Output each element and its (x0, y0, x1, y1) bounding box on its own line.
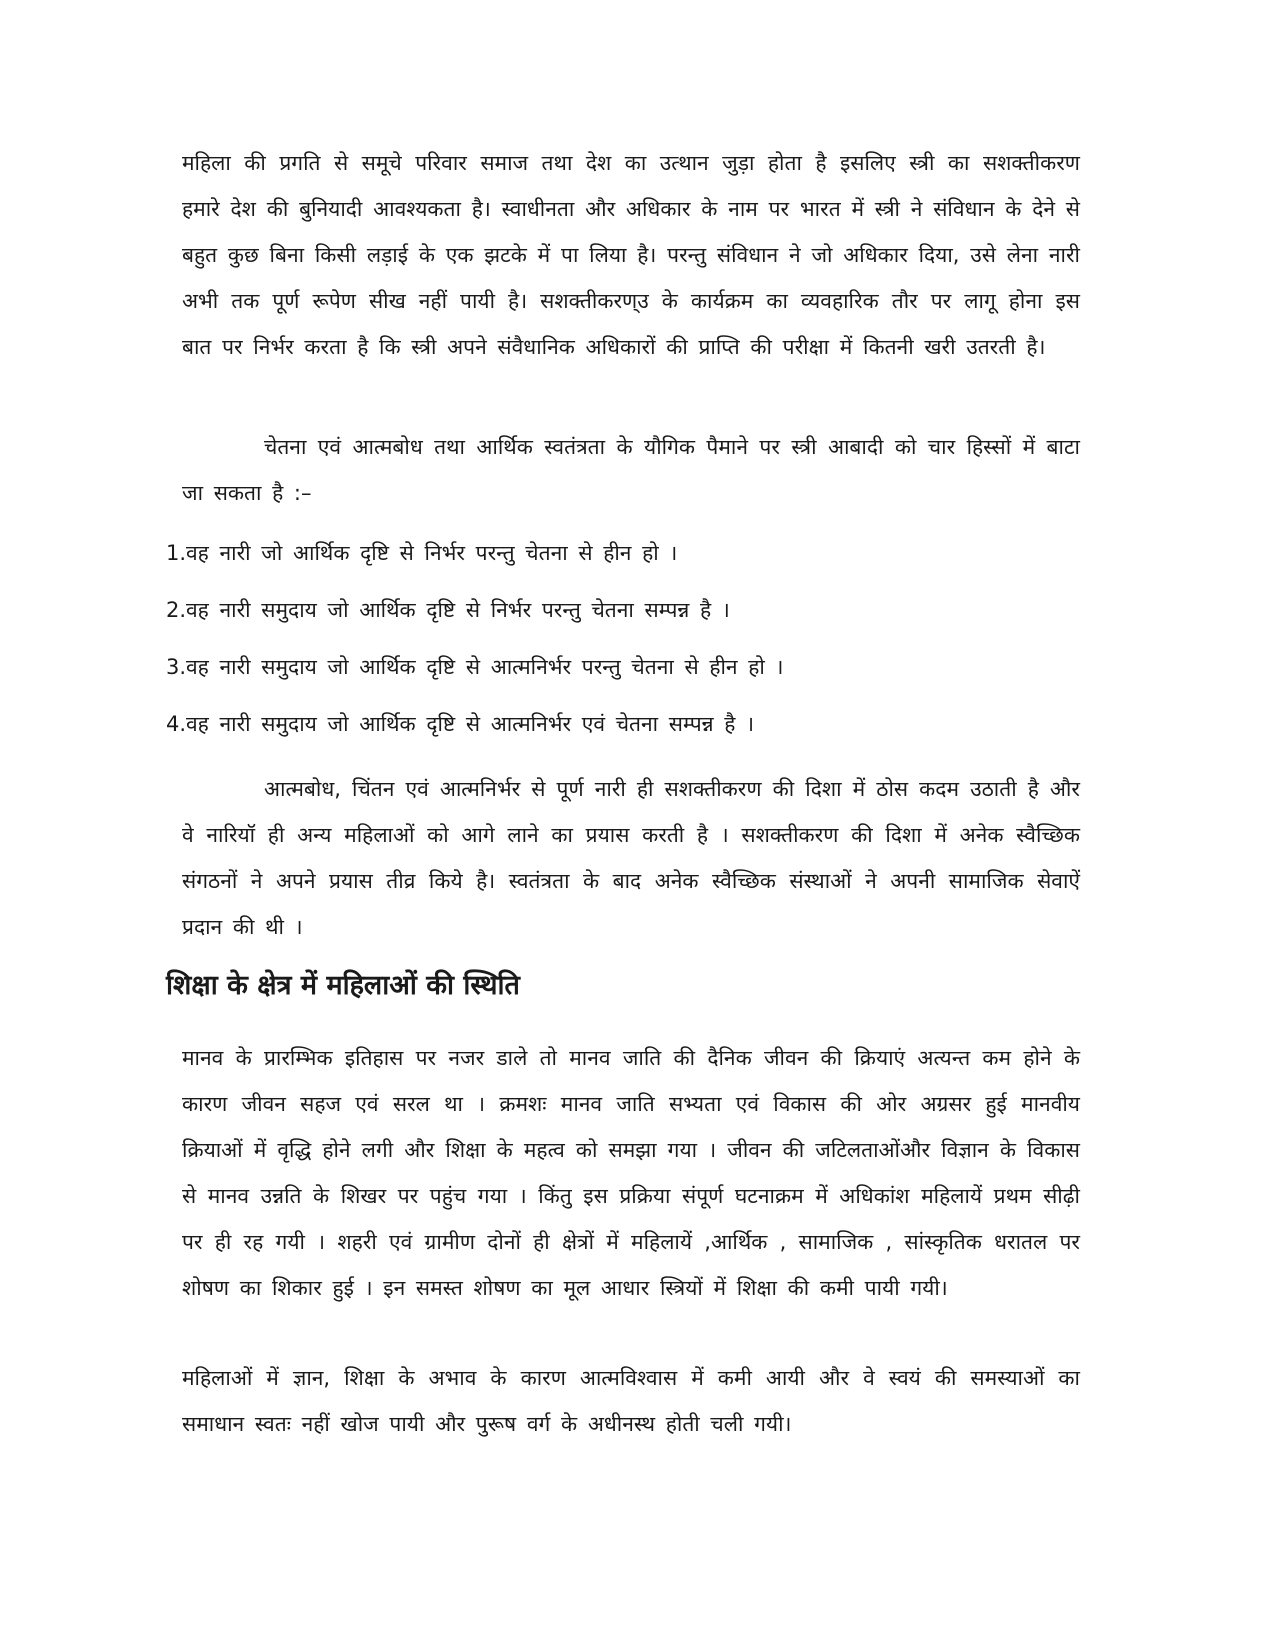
list-item-number: 4. (166, 712, 187, 736)
list-item-text: वह नारी समुदाय जो आर्थिक दृष्टि से आत्मनिर्भर एवं चेतना सम्पन्न है । (186, 712, 755, 736)
section-heading: शिक्षा के क्षेत्र में महिलाओं की स्थिति (166, 970, 520, 1001)
list-item (166, 701, 1066, 758)
list-item-number: 3. (166, 655, 187, 679)
paragraph-women-progress: महिला की प्रगति से समूचे परिवार समाज तथा देश का उत्थान जुड़ा होता है इसलिए स्त्री का सशक्तीकरण हमारे देश की बुनियादी आवश्यकता है। स्वाधीनता और अधिकार के नाम पर भारत में स्त्री ने संविधान के देने से बहुत कुछ बिना किसी लड़ाई के एक झटके में पा लिया है। परन्तु संविधान ने जो अधिकार दिया, उसे लेना नारी अभी तक पूर्ण रूपेण सीख नहीं पायी है। सशक्तीकरण्उ के कार्यक्रम का व्यवहारिक तौर पर लागू होना इस बात पर निर्भर करता है कि स्त्री अपने संवैधानिक अधिकारों की प्राप्ति की परीक्षा में कितनी खरी उतरती है। (182, 151, 1080, 359)
list-item (166, 530, 1066, 587)
list-item (166, 644, 1066, 701)
paragraph-classification-intro: चेतना एवं आत्मबोध तथा आर्थिक स्वतंत्रता के यौगिक पैमाने पर स्त्री आबादी को चार हिस्सों में बाटा जा सकता है :– (182, 435, 1080, 505)
list-item-text: वह नारी जो आर्थिक दृष्टि से निर्भर परन्तु चेतना से हीन हो । (186, 541, 678, 565)
list-item-text: वह नारी समुदाय जो आर्थिक दृष्टि से आत्मनिर्भर परन्तु चेतना से हीन हो । (186, 655, 784, 679)
paragraph-knowledge-lack: महिलाओं में ज्ञान, शिक्षा के अभाव के कारण आत्मविश्वास में कमी आयी और वे स्वयं की समस्याओं का समाधान स्वतः नहीं खोज पायी और पुरूष वर्ग के अधीनस्थ होती चली गयी। (182, 1366, 1080, 1436)
women-category-list (166, 530, 1066, 758)
list-item (166, 587, 1066, 644)
list-item-number: 1. (166, 541, 187, 565)
paragraph-empowerment-organizations: आत्मबोध, चिंतन एवं आत्मनिर्भर से पूर्ण नारी ही सशक्तीकरण की दिशा में ठोस कदम उठाती है और वे नारियॉ ही अन्य महिलाओं को आगे लाने का प्रयास करती है । सशक्तीकरण की दिशा में अनेक स्वैच्छिक संगठनों ने अपने प्रयास तीव्र किये है। स्वतंत्रता के बाद अनेक स्वैच्छिक संस्थाओं ने अपनी सामाजिक सेवाऐं प्रदान की थी । (182, 777, 1080, 939)
paragraph-education-history: मानव के प्रारम्भिक इतिहास पर नजर डाले तो मानव जाति की दैनिक जीवन की क्रियाएं अत्यन्त कम होने के कारण जीवन सहज एवं सरल था । क्रमशः मानव जाति सभ्यता एवं विकास की ओर अग्रसर हुई मानवीय क्रियाओं में वृद्धि होने लगी और शिक्षा के महत्व को समझा गया । जीवन की जटिलताओंऔर विज्ञान के विकास से मानव उन्नति के शिखर पर पहुंच गया । किंतु इस प्रक्रिया संपूर्ण घटनाक्रम में अधिकांश महिलायें प्रथम सीढ़ी पर ही रह गयी । शहरी एवं ग्रामीण दोनों ही क्षेत्रों में महिलायें ,आर्थिक , सामाजिक , सांस्कृतिक धरातल पर शोषण का शिकार हुई । इन समस्त शोषण का मूल आधार स्त्रियों में शिक्षा की कमी पायी गयी। (182, 1046, 1080, 1300)
list-item-number: 2. (166, 598, 187, 622)
list-item-text: वह नारी समुदाय जो आर्थिक दृष्टि से निर्भर परन्तु चेतना सम्पन्न है । (186, 598, 730, 622)
